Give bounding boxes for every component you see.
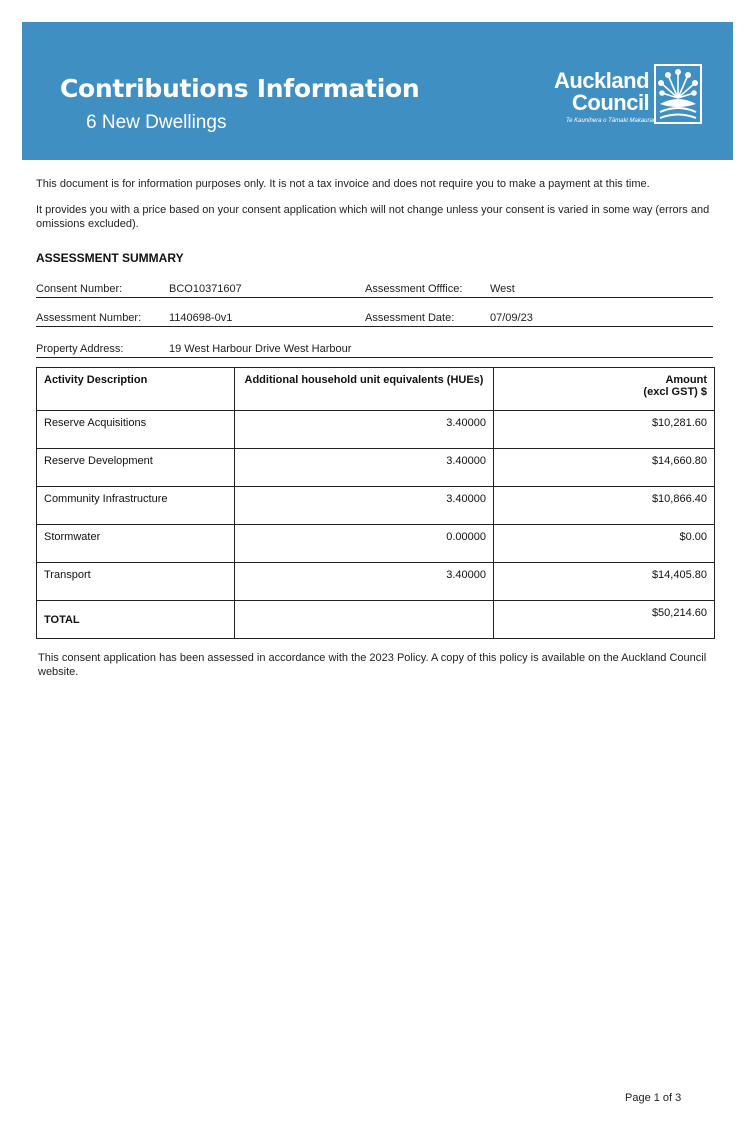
hue-cell: 3.40000 — [235, 449, 494, 487]
amount-cell: $14,660.80 — [494, 449, 715, 487]
table-row — [37, 487, 715, 525]
amount-cell: $10,281.60 — [494, 411, 715, 449]
table-row — [37, 525, 715, 563]
page-title: Contributions Information — [60, 74, 420, 103]
header-banner — [22, 22, 733, 160]
activity-cell: Community Infrastructure — [37, 487, 235, 525]
consent-number-value: BCO10371607 — [169, 283, 242, 295]
office-value: West — [490, 283, 515, 295]
amount-cell: $14,405.80 — [494, 563, 715, 601]
intro-paragraph-1: This document is for information purposes only. It is not a tax invoice and does not require you to make a payment at this time. — [36, 178, 650, 190]
info-row-consent — [36, 283, 713, 298]
info-row-assessment — [36, 312, 713, 327]
table-row — [37, 563, 715, 601]
table-header-row — [37, 368, 715, 411]
hue-cell: 3.40000 — [235, 563, 494, 601]
activity-cell: Transport — [37, 563, 235, 601]
activity-cell: Stormwater — [37, 525, 235, 563]
property-address-label: Property Address: — [36, 343, 124, 355]
logo-word-1: Auckland — [554, 68, 650, 93]
activity-cell: Reserve Acquisitions — [37, 411, 235, 449]
property-address-value: 19 West Harbour Drive West Harbour — [169, 343, 352, 355]
logo-tagline: Te Kaunihera o Tāmaki Makaurau — [566, 118, 657, 124]
table-row — [37, 449, 715, 487]
total-row — [37, 601, 715, 639]
activity-cell: Reserve Development — [37, 449, 235, 487]
header-hue: Additional household unit equivalents (HUEs) — [235, 368, 494, 411]
total-hue-empty — [235, 601, 494, 639]
total-amount: $50,214.60 — [494, 601, 715, 639]
header-amount — [494, 368, 715, 411]
logo-word-2: Council — [572, 90, 650, 115]
table-row — [37, 411, 715, 449]
amount-cell: $10,866.40 — [494, 487, 715, 525]
pohutukawa-flower-icon — [654, 64, 702, 124]
page-number: Page 1 of 3 — [625, 1092, 682, 1104]
header-activity: Activity Description — [37, 368, 235, 411]
office-label: Assessment Offfice: — [365, 283, 463, 295]
assessment-summary-heading: ASSESSMENT SUMMARY — [36, 251, 184, 265]
info-row-address — [36, 343, 713, 358]
assessment-date-value: 07/09/23 — [490, 312, 533, 324]
amount-cell: $0.00 — [494, 525, 715, 563]
contributions-table — [36, 367, 715, 639]
hue-cell: 3.40000 — [235, 411, 494, 449]
intro-paragraph-2: It provides you with a price based on your consent application which will not change unless your consent is varied in some way (errors and omissions excluded). — [36, 204, 710, 230]
auckland-council-logo — [554, 62, 704, 144]
assessment-number-value: 1140698-0v1 — [169, 312, 233, 324]
total-label: TOTAL — [37, 601, 235, 639]
page-subtitle: 6 New Dwellings — [86, 112, 227, 133]
header-amount-line2: (excl GST) $ — [643, 386, 707, 398]
hue-cell: 3.40000 — [235, 487, 494, 525]
consent-number-label: Consent Number: — [36, 283, 123, 295]
assessment-number-label: Assessment Number: — [36, 312, 142, 324]
header-amount-line1: Amount — [665, 374, 707, 386]
hue-cell: 0.00000 — [235, 525, 494, 563]
assessment-date-label: Assessment Date: — [365, 312, 455, 324]
policy-note: This consent application has been assessed in accordance with the 2023 Policy. A copy of this policy is available on the Auckland Council website. — [38, 652, 707, 678]
